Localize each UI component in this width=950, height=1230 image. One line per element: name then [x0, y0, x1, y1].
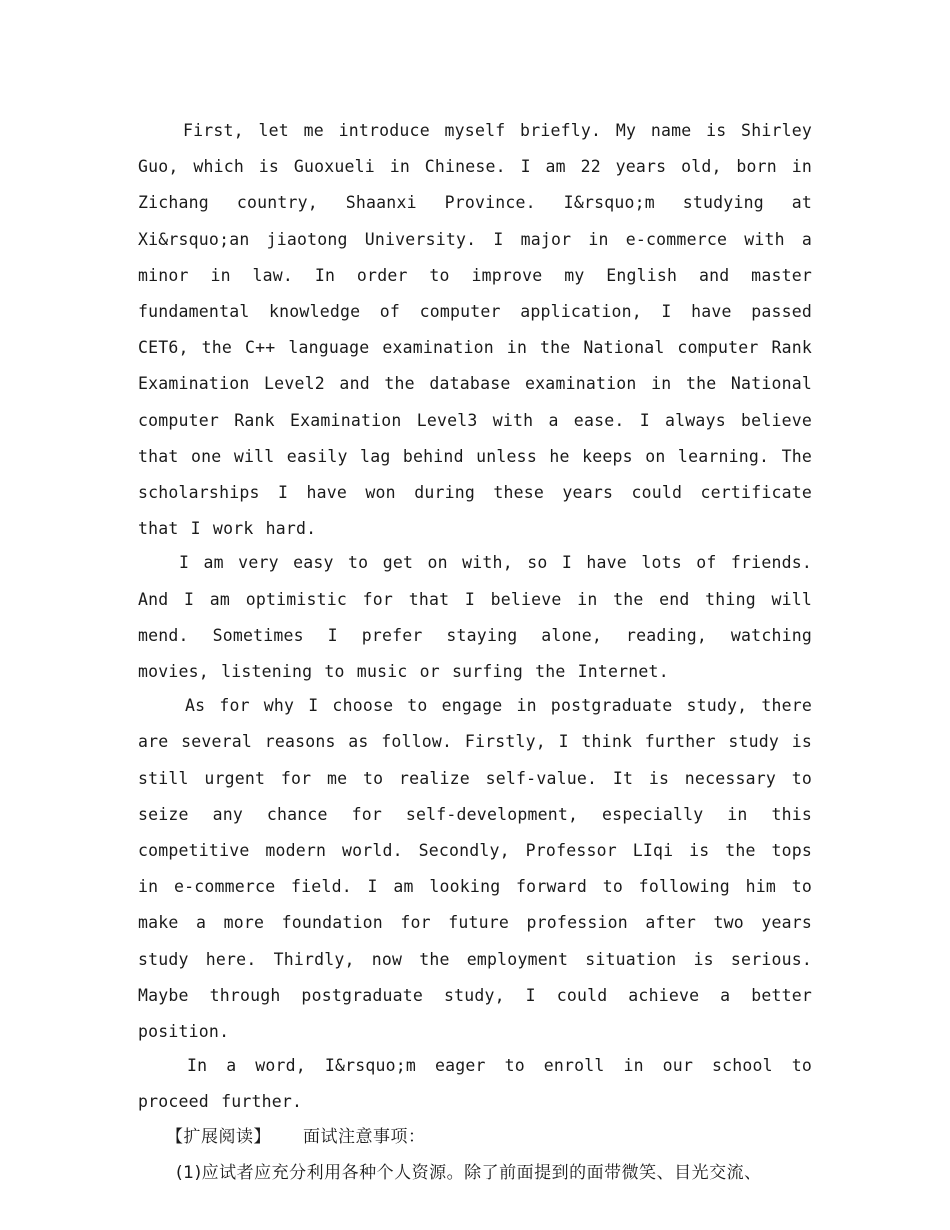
- extended-reading-title: 面试注意事项：: [303, 1126, 426, 1147]
- paragraph-study-reasons: As for why I choose to engage in postgraduate study, there are several reasons as follow. Firstly, I think further study is still urgent for me to realize self-value. It is necessary to seize any chance for self-development, especially in this competitive modern world. Secondly, Professor LIqi is the tops in e-commerce field. I am looking forward to following him to make a more foundation for future profession after two years study here. Thirdly, now the employment situation is serious. Maybe through postgraduate study, I could achieve a better position.: [138, 696, 812, 1042]
- document-page: [138, 113, 812, 1191]
- paragraph-conclusion: In a word, I&rsquo;m eager to enroll in our school to proceed further.: [138, 1056, 812, 1112]
- interview-tip-item-1: (1)应试者应充分利用各种个人资源。除了前面提到的面带微笑、目光交流、: [176, 1162, 762, 1183]
- extended-reading-heading: [138, 1119, 812, 1155]
- paragraph-personality: I am very easy to get on with, so I have lots of friends. And I am optimistic for that I believe in the end thing will mend. Sometimes I prefer staying alone, reading, watching movies, listening to music or surfing the Internet.: [138, 553, 812, 682]
- extended-reading-label: 【扩展阅读】: [166, 1126, 271, 1147]
- paragraph-introduction: First, let me introduce myself briefly. My name is Shirley Guo, which is Guoxueli in Chinese. I am 22 years old, born in Zichang country, Shaanxi Province. I&rsquo;m studying at Xi&rsquo;an jiaotong University. I major in e-commerce with a minor in law. In order to improve my English and master fundamental knowledge of computer application, I have passed CET6, the C++ language examination in the National computer Rank Examination Level2 and the database examination in the National computer Rank Examination Level3 with a ease. I always believe that one will easily lag behind unless he keeps on learning. The scholarships I have won during these years could certificate that I work hard.: [138, 121, 812, 539]
